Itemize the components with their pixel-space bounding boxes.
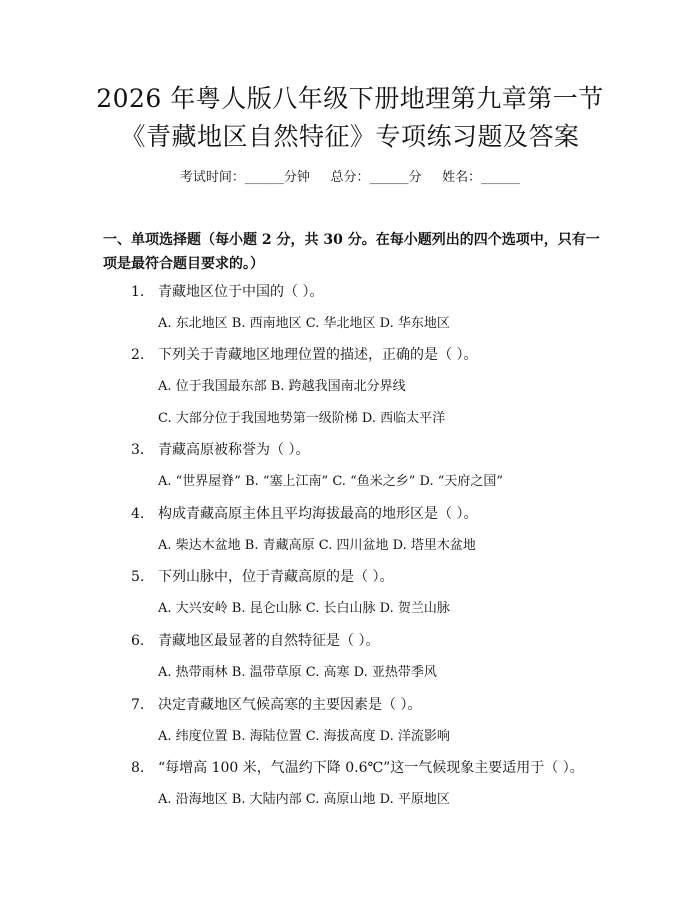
question-number: 8. (131, 760, 145, 776)
question-number: 5. (131, 569, 145, 585)
question-text: 青藏地区位于中国的（ ）。 (158, 284, 324, 300)
question-6-options: A. 热带雨林 B. 温带草原 C. 高寒 D. 亚热带季风 (158, 665, 437, 680)
question-text: “每增高 100 米，气温约下降 0.6℃”这一气候现象主要适用于（ ）。 (158, 760, 584, 776)
question-7-options: A. 纬度位置 B. 海陆位置 C. 海拔高度 D. 洋流影响 (158, 729, 450, 744)
question-number: 4. (131, 506, 145, 522)
section-heading: 一、单项选择题（每小题 2 分，共 30 分。在每小题列出的四个选项中，只有一项是最符合题目要求的。） (103, 232, 600, 272)
question-3 (131, 441, 601, 459)
question-text: 构成青藏高原主体且平均海拔最高的地形区是（ ）。 (158, 506, 478, 522)
title-line-1: 2026 年粤人版八年级下册地理第九章第一节 (96, 84, 604, 113)
question-text: 下列关于青藏地区地理位置的描述，正确的是（ ）。 (158, 347, 478, 363)
title-line-2: 《青藏地区自然特征》专项练习题及答案 (120, 122, 580, 151)
question-number: 1. (131, 284, 145, 300)
question-5-options: A. 大兴安岭 B. 昆仑山脉 C. 长白山脉 D. 贺兰山脉 (158, 601, 450, 616)
question-text: 决定青藏地区气候高寒的主要因素是（ ）。 (158, 697, 422, 713)
question-8 (131, 759, 601, 777)
question-text: 青藏地区最显著的自然特征是（ ）。 (158, 633, 380, 649)
question-text: 下列山脉中，位于青藏高原的是（ ）。 (158, 569, 394, 585)
question-8-options: A. 沿海地区 B. 大陆内部 C. 高原山地 D. 平原地区 (158, 792, 450, 807)
question-2-options-line-1: A. 位于我国最东部 B. 跨越我国南北分界线 (158, 379, 406, 394)
question-3-options: A. “世界屋脊” B. “塞上江南” C. “鱼米之乡” D. “天府之国” (158, 474, 504, 489)
question-6 (131, 632, 601, 650)
question-number: 2. (131, 347, 145, 363)
question-2-options-line-2: C. 大部分位于我国地势第一级阶梯 D. 西临太平洋 (158, 411, 446, 426)
question-1-options: A. 东北地区 B. 西南地区 C. 华北地区 D. 华东地区 (158, 316, 450, 331)
question-5 (131, 568, 601, 586)
question-text: 青藏高原被称誉为（ ）。 (158, 442, 310, 458)
exam-info: 考试时间：______分钟 总分：______分 姓名：______ (179, 170, 521, 185)
question-number: 3. (131, 442, 145, 458)
question-1 (131, 283, 601, 301)
question-4-options: A. 柴达木盆地 B. 青藏高原 C. 四川盆地 D. 塔里木盆地 (158, 538, 476, 553)
question-number: 6. (131, 633, 145, 649)
question-7 (131, 696, 601, 714)
question-4 (131, 505, 601, 523)
question-2 (131, 346, 601, 364)
question-number: 7. (131, 697, 145, 713)
